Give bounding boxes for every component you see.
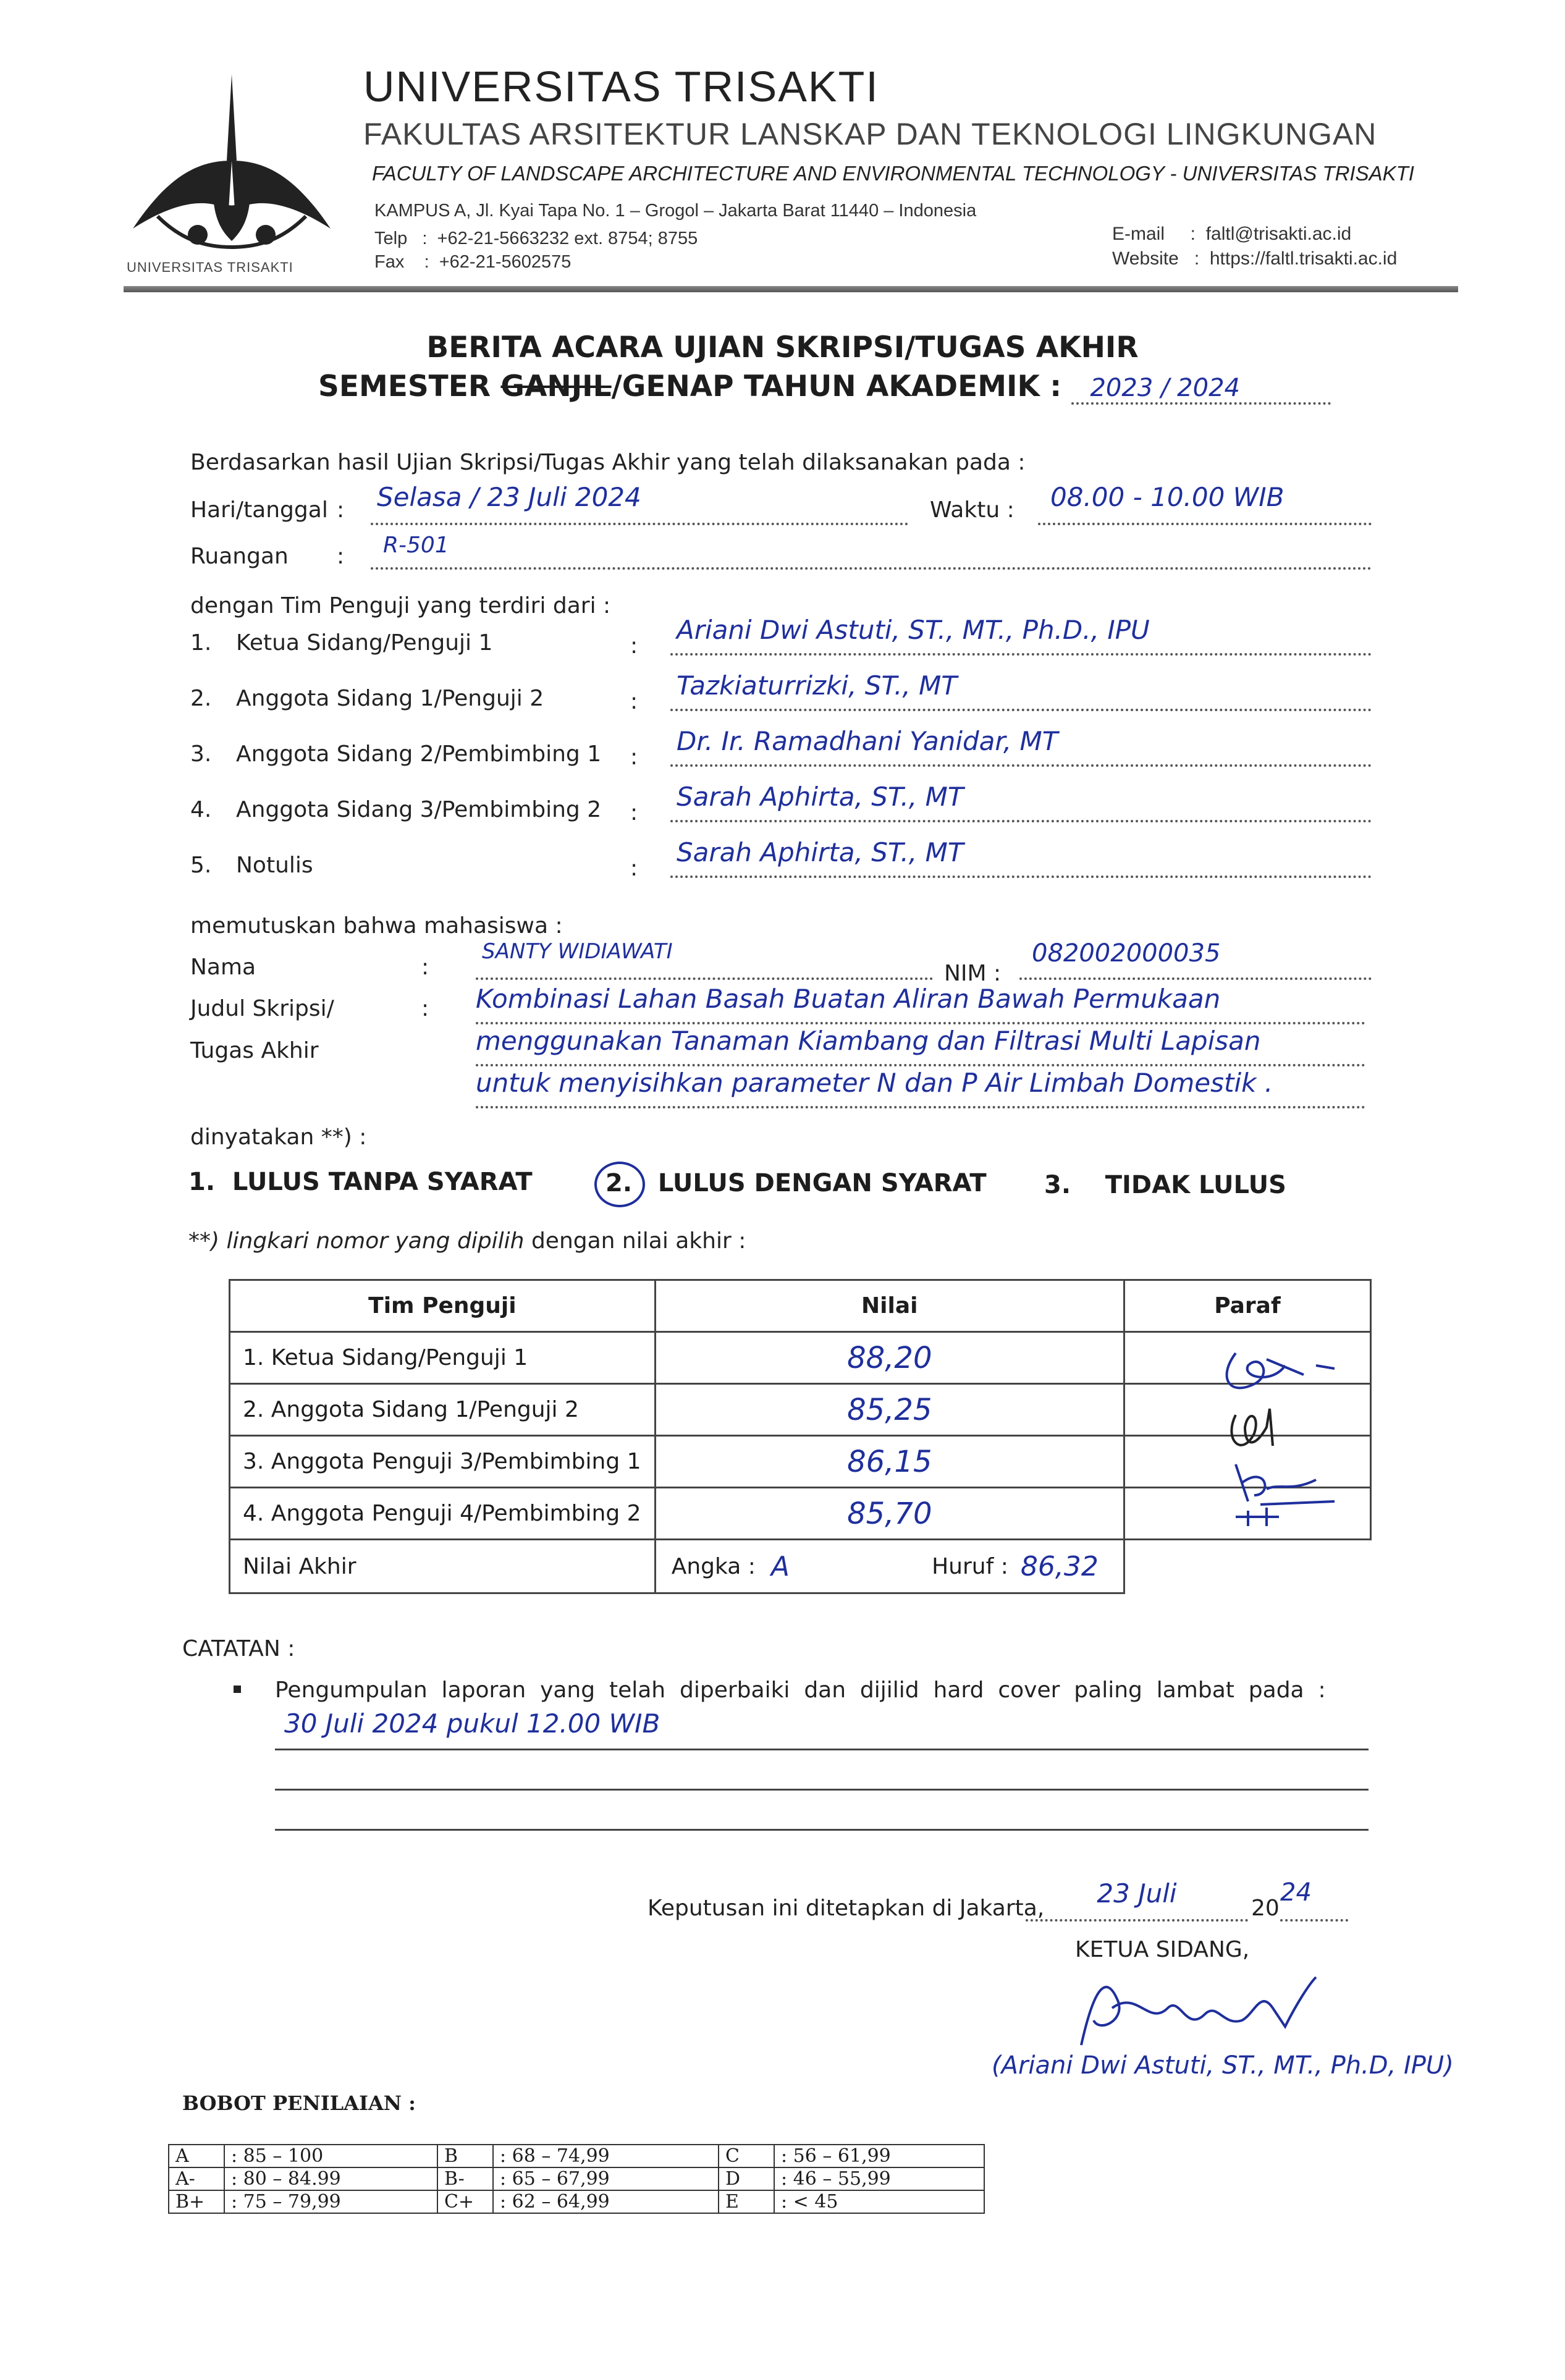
team-number: 1. (190, 630, 212, 656)
title-colon: : (421, 996, 429, 1021)
bullet (234, 1686, 241, 1693)
decision-text: Keputusan ini ditetapkan di Jakarta, (648, 1896, 1045, 1921)
table-header-row (230, 1280, 1371, 1332)
time-label: Waktu : (930, 497, 1015, 523)
grade-letter: C+ (437, 2190, 493, 2213)
day-colon: : (337, 497, 345, 523)
grade-range: : 46 – 55,99 (774, 2167, 984, 2190)
grade-letter: A- (169, 2167, 224, 2190)
academic-year: 2023 / 2024 (1071, 374, 1331, 405)
team-colon: : (630, 689, 638, 714)
grading-scale-table (168, 2144, 985, 2214)
examiner-score: 88,20 (655, 1332, 1124, 1384)
team-number: 2. (190, 686, 212, 711)
final-initial-empty (1124, 1540, 1370, 1593)
decide-text: memutuskan bahwa mahasiswa : (190, 913, 563, 939)
team-role: Anggota Sidang 3/Pembimbing 2 (236, 797, 602, 822)
huruf-value: 86,32 (1020, 1550, 1099, 1582)
grade-range: : 65 – 67,99 (493, 2167, 719, 2190)
grade-range: : < 45 (774, 2190, 984, 2213)
semester-prefix: SEMESTER (318, 369, 501, 403)
student-nim: 082002000035 (1019, 939, 1372, 980)
header-examiner: Tim Penguji (230, 1280, 656, 1332)
document-title: BERITA ACARA UJIAN SKRIPSI/TUGAS AKHIR (426, 331, 1139, 365)
time-value: 08.00 - 10.00 WIB (1038, 482, 1372, 525)
decision-year-suffix: 24 (1280, 1878, 1348, 1922)
chair-name: (Ariani Dwi Astuti, ST., MT., Ph.D, IPU) (992, 2051, 1454, 2080)
examiner-role: 4. Anggota Penguji 4/Pembimbing 2 (230, 1488, 656, 1540)
email: E-mail : faltl@trisakti.ac.id (1112, 224, 1352, 244)
header-score: Nilai (655, 1280, 1124, 1332)
thesis-title-line: Kombinasi Lahan Basah Buatan Aliran Bawah Permukaan (476, 984, 1365, 1024)
score-row (230, 1384, 1371, 1436)
chair-signature (1069, 1965, 1328, 2057)
grade-range: : 80 – 84.99 (224, 2167, 437, 2190)
note-line-3 (275, 1829, 1369, 1831)
team-colon: : (630, 800, 638, 825)
grade-row (169, 2167, 984, 2190)
grade-row (169, 2190, 984, 2213)
team-role: Notulis (236, 853, 313, 878)
grade-range: : 85 – 100 (224, 2145, 437, 2167)
letterhead-rule (124, 286, 1458, 292)
grade-letter: A (169, 2145, 224, 2167)
thesis-title-line: untuk menyisihkan parameter N dan P Air Limbah Domestik . (476, 1068, 1365, 1108)
campus-address: KAMPUS A, Jl. Kyai Tapa No. 1 – Grogol – Jakarta Barat 11440 – Indonesia (374, 201, 977, 221)
faculty-name: FAKULTAS ARSITEKTUR LANSKAP DAN TEKNOLOGI LINGKUNGAN (363, 117, 1377, 151)
note-line-1 (275, 1749, 1369, 1750)
huruf-label: Huruf : (932, 1553, 1008, 1579)
logo-caption: UNIVERSITAS TRISAKTI (127, 260, 293, 275)
team-role: Anggota Sidang 1/Penguji 2 (236, 686, 544, 711)
examiner-score: 85,70 (655, 1488, 1124, 1540)
team-role: Anggota Sidang 2/Pembimbing 1 (236, 741, 602, 767)
score-row (230, 1332, 1371, 1384)
team-member-name: Dr. Ir. Ramadhani Yanidar, MT (670, 726, 1372, 767)
result-option-2: 2. LULUS DENGAN SYARAT (605, 1169, 987, 1197)
intro-text: Berdasarkan hasil Ujian Skripsi/Tugas Akhir yang telah dilaksanakan pada : (190, 450, 1026, 475)
grade-letter: E (719, 2190, 774, 2213)
grade-range: : 56 – 61,99 (774, 2145, 984, 2167)
team-colon: : (630, 633, 638, 659)
grade-row (169, 2145, 984, 2167)
day-label: Hari/tanggal (190, 497, 328, 523)
examiner-initials (1211, 1341, 1359, 1526)
decision-date: 23 Juli (1026, 1878, 1248, 1922)
room-colon: : (337, 544, 345, 569)
nim-label: NIM : (944, 961, 1002, 986)
thesis-title-line: menggunakan Tanaman Kiambang dan Filtrasi Multi Lapisan (476, 1026, 1365, 1066)
room-value: R-501 (371, 533, 1372, 570)
team-member-name: Sarah Aphirta, ST., MT (670, 782, 1372, 822)
semester-line (318, 369, 1331, 405)
website: Website : https://faltl.trisakti.ac.id (1112, 248, 1398, 269)
examiner-role: 3. Anggota Penguji 3/Pembimbing 1 (230, 1436, 656, 1488)
grade-letter: C (719, 2145, 774, 2167)
semester-suffix: /GENAP TAHUN AKADEMIK : (611, 369, 1072, 403)
angka-label: Angka : (671, 1553, 756, 1579)
team-member-name: Tazkiaturrizki, ST., MT (670, 670, 1372, 711)
team-member-name: Sarah Aphirta, ST., MT (670, 837, 1372, 878)
note-line-2 (275, 1789, 1369, 1791)
result-option-1: 1. LULUS TANPA SYARAT (188, 1168, 533, 1196)
grade-letter: D (719, 2167, 774, 2190)
score-row (230, 1488, 1371, 1540)
notes-text: Pengumpulan laporan yang telah diperbaiki dan dijilid hard cover paling lambat pada : (275, 1677, 1326, 1703)
fax: Fax : +62-21-5602575 (374, 252, 572, 272)
team-colon: : (630, 856, 638, 881)
examiner-role: 1. Ketua Sidang/Penguji 1 (230, 1332, 656, 1384)
name-label: Nama (190, 955, 256, 980)
result-option-3: 3. TIDAK LULUS (1044, 1171, 1286, 1199)
score-row (230, 1436, 1371, 1488)
room-label: Ruangan (190, 544, 289, 569)
final-label: Nilai Akhir (230, 1540, 656, 1593)
team-colon: : (630, 745, 638, 770)
telephone: Telp : +62-21-5663232 ext. 8754; 8755 (374, 229, 698, 248)
grade-range: : 62 – 64,99 (493, 2190, 719, 2213)
score-table (229, 1279, 1372, 1594)
team-number: 4. (190, 797, 212, 822)
bobot-title: BOBOT PENILAIAN : (182, 2091, 416, 2115)
student-name: SANTY WIDIAWATI (476, 939, 933, 980)
grade-letter: B (437, 2145, 493, 2167)
chair-label: KETUA SIDANG, (1075, 1937, 1250, 1962)
day-value: Selasa / 23 Juli 2024 (371, 482, 908, 525)
deadline-value: 30 Juli 2024 pukul 12.00 WIB (284, 1708, 660, 1739)
team-intro: dengan Tim Penguji yang terdiri dari : (190, 593, 611, 618)
final-values (655, 1540, 1124, 1593)
declared-text: dinyatakan **) : (190, 1125, 367, 1150)
title-label-2: Tugas Akhir (190, 1038, 319, 1063)
grade-letter: B- (437, 2167, 493, 2190)
title-label-1: Judul Skripsi/ (190, 996, 334, 1021)
notes-label: CATATAN : (182, 1636, 295, 1661)
team-number: 5. (190, 853, 212, 878)
grade-range: : 68 – 74,99 (493, 2145, 719, 2167)
team-member-name: Ariani Dwi Astuti, ST., MT., Ph.D., IPU (670, 615, 1372, 656)
examiner-score: 85,25 (655, 1384, 1124, 1436)
semester-struck: GANJIL (500, 369, 612, 403)
footnote: **) lingkari nomor yang dipilih dengan nilai akhir : (188, 1228, 746, 1254)
team-role: Ketua Sidang/Penguji 1 (236, 630, 493, 656)
decision-year-prefix: 20 (1251, 1896, 1280, 1921)
faculty-name-english: FACULTY OF LANDSCAPE ARCHITECTURE AND ENVIRONMENTAL TECHNOLOGY - UNIVERSITAS TRISAKTI (372, 162, 1414, 185)
grade-letter: B+ (169, 2190, 224, 2213)
name-colon: : (421, 955, 429, 980)
angka-value: A (770, 1550, 790, 1582)
final-score-row (230, 1540, 1371, 1593)
team-number: 3. (190, 741, 212, 767)
examiner-score: 86,15 (655, 1436, 1124, 1488)
grade-range: : 75 – 79,99 (224, 2190, 437, 2213)
header-initial: Paraf (1124, 1280, 1370, 1332)
university-name: UNIVERSITAS TRISAKTI (363, 62, 879, 111)
trisakti-logo (120, 68, 343, 266)
examiner-role: 2. Anggota Sidang 1/Penguji 2 (230, 1384, 656, 1436)
